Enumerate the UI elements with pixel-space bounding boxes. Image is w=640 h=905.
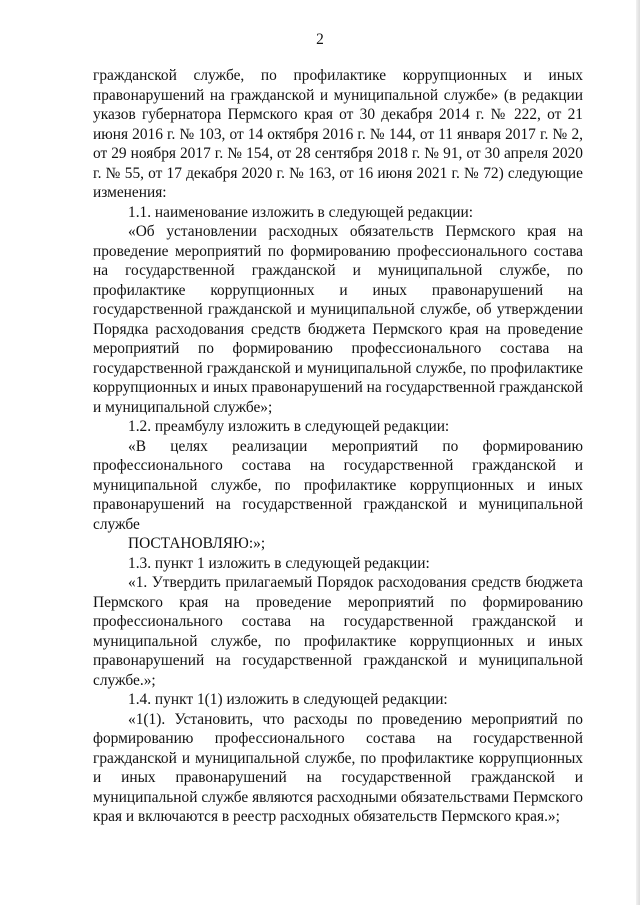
paragraph-1-3-heading: 1.3. пункт 1 изложить в следующей редакции:	[128, 554, 430, 572]
page-number: 2	[316, 31, 324, 48]
paragraph-1-2-quote: «В целях реализации мероприятий по формированию профессионального состава на государственной гражданской и муниципальной службе, по профилактике коррупционных и иных правонарушений на государственной гражданской и муниципальной службе	[93, 437, 583, 533]
paragraph-1-2-heading: 1.2. преамбулу изложить в следующей редакции:	[128, 418, 450, 435]
document-body	[93, 66, 583, 827]
paragraph-postanovlyayu: ПОСТАНОВЛЯЮ:»;	[128, 535, 266, 552]
paragraph-1-1-quote: «Об установлении расходных обязательств Пермского края на проведение мероприятий по формированию профессионального состава на государственной гражданской и муниципальной службе, по профилактике коррупционных и иных правонарушений на государственной гражданской и муниципальной службе, об утверждении Порядка расходования средств бюджета Пермского края на проведение мероприятий по формированию профессионального состава на государственной гражданской и муниципальной службе, по профилактике коррупционных и иных правонарушений на государственной гражданской и муниципальной службе»;	[93, 223, 583, 416]
paragraph-1-4-heading: 1.4. пункт 1(1) изложить в следующей редакции:	[128, 691, 448, 708]
paragraph-1-1-heading: 1.1. наименование изложить в следующей редакции:	[128, 203, 474, 221]
scan-edge	[636, 0, 640, 905]
paragraph-1-3-quote: «1. Утвердить прилагаемый Порядок расходования средств бюджета Пермского края на проведение мероприятий по формированию профессионального состава на государственной гражданской и муниципальной службе, по профилактике коррупционных и иных правонарушений на государственной гражданской и муниципальной службе.»;	[93, 574, 583, 689]
paragraph-intro: гражданской службе, по профилактике коррупционных и иных правонарушений на гражданской и муниципальной службе» (в редакции указов губернатора Пермского края от 30 декабря 2014 г. № 222, от 21 июня 2016 г. № 103, от 14 октября 2016 г. № 144, от 11 января 2017 г. № 2, от 29 ноября 2017 г. № 154, от 28 сентября 2018 г. № 91, от 30 апреля 2020 г. № 55, от 17 декабря 2020 г. № 163, от 16 июня 2021 г. № 72) следующие изменения:	[93, 67, 583, 201]
paragraph-1-4-quote: «1(1). Установить, что расходы по проведению мероприятий по формированию профессионального состава на государственной гражданской и муниципальной службе, по профилактике коррупционных и иных правонарушений на государственной гражданской и муниципальной службе являются расходными обязательствами Пермского края и включаются в реестр расходных обязательств Пермского края.»;	[93, 710, 583, 825]
